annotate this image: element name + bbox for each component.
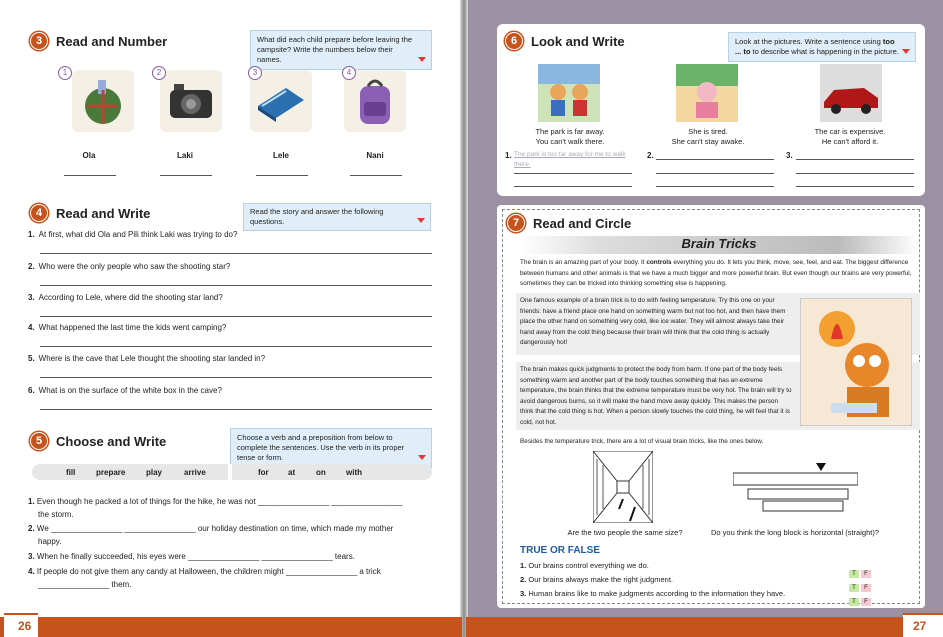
tf-title: TRUE OR FALSE (520, 545, 601, 556)
answer-line[interactable] (796, 173, 914, 174)
book-gutter (460, 0, 468, 637)
word-preposition: for (258, 467, 269, 477)
cat-icon (801, 299, 913, 427)
tf-statement-1: 1. Our brains control everything we do. (520, 561, 649, 570)
sentence-4: 4. If people do not give them any candy at Halloween, the children might ________________ a trick ________________ them. (28, 567, 381, 589)
picture-3 (250, 70, 312, 132)
picture-park (538, 64, 600, 122)
item-number-2: 2 (152, 66, 166, 80)
section-5-instruction: Choose a verb and a preposition from below to complete the sentences. Use the verb in its proper tense or form. (230, 428, 432, 468)
picture-2 (160, 70, 222, 132)
footer-bar-right (466, 617, 943, 637)
car-icon (820, 64, 882, 122)
name-lele: Lele (272, 151, 289, 160)
girl-icon (676, 64, 738, 122)
answer-blank[interactable] (256, 175, 308, 176)
section-3-instruction: What did each child prepare before leaving the campsite? Write the numbers below their names. (250, 30, 432, 70)
illusion-question-1: Are the two people the same size? (567, 528, 683, 537)
section-number: 6 (505, 32, 523, 50)
section-number: 3 (30, 32, 48, 50)
question: 3. According to Lele, where did the shooting star land? (28, 293, 223, 302)
tf-choice-2[interactable]: T F (847, 576, 871, 594)
section-3-header (30, 32, 167, 50)
item-number-3: 3 (248, 66, 262, 80)
book-icon (250, 70, 312, 132)
tf-choice-3[interactable]: T F (847, 590, 871, 608)
question: 2. Who were the only people who saw the shooting star? (28, 262, 231, 271)
word-preposition: with (346, 467, 362, 477)
item-number-4: 4 (342, 66, 356, 80)
section-title: Read and Write (56, 205, 151, 221)
section-title: Read and Circle (533, 215, 632, 231)
divider (228, 464, 232, 480)
page-number-right: 27 (903, 613, 943, 637)
word-verb: prepare (96, 467, 126, 477)
section-title: Read and Number (56, 33, 168, 49)
question: 5. Where is the cave that Lele thought the shooting star landed in? (28, 354, 266, 363)
section-title: Choose and Write (56, 433, 167, 449)
section-6-instruction: Look at the pictures. Write a sentence using too ... to to describe what is happening in the picture. (728, 32, 916, 62)
children-icon (538, 64, 600, 122)
sentence-2: 2. We ________________ ________________ our holiday destination on time, which made my mother happy. (28, 524, 394, 546)
word-bank (32, 464, 432, 480)
section-4-header (30, 204, 150, 222)
answer-line[interactable] (40, 346, 432, 347)
name-laki: Laki (176, 151, 193, 160)
name-ola: Ola (82, 151, 96, 160)
section-number: 4 (30, 204, 48, 222)
sentence-1: 1. Even though he packed a lot of things for the hike, he was not ________________ ________________ the storm. (28, 497, 403, 519)
tf-choice-1[interactable]: T F (847, 562, 871, 580)
article-title: Brain Tricks (520, 236, 918, 254)
sentence-3: 3. When he finally succeeded, his eyes were ________________ ________________ tears. (28, 552, 355, 561)
section-number: 5 (30, 432, 48, 450)
section-4-instruction: Read the story and answer the following questions. (243, 203, 431, 231)
section-number: 7 (507, 214, 525, 232)
word-verb: play (146, 467, 163, 477)
question: 6. What is on the surface of the white box in the cave? (28, 386, 222, 395)
answer-blank[interactable] (160, 175, 212, 176)
word-verb: fill (66, 467, 76, 477)
answer-line[interactable] (656, 173, 774, 174)
word-preposition: on (316, 467, 326, 477)
caption-3: The car is expensive. He can't afford it. (814, 127, 886, 146)
answer-line[interactable] (40, 409, 432, 410)
caption-2: She is tired. She can't stay awake. (671, 127, 745, 146)
answer-line[interactable] (40, 253, 432, 254)
section-5-header (30, 432, 166, 450)
tunnel-icon (593, 451, 653, 523)
answer-line[interactable] (40, 316, 432, 317)
section-7-header (507, 214, 631, 232)
question: 1. At first, what did Ola and Pili think Laki was trying to do? (28, 230, 238, 239)
illusion-tunnel (593, 451, 653, 523)
answer-line[interactable] (796, 186, 914, 187)
answer-number-1: 1. (505, 151, 512, 160)
section-6-header (505, 32, 625, 50)
tf-statement-3: 3. Human brains like to make judgments according to the information they have. (520, 589, 786, 598)
answer-blank[interactable] (64, 175, 116, 176)
illustration-cat (800, 298, 912, 426)
answer-line[interactable] (796, 159, 914, 160)
tf-statement-2: 2. Our brains always make the right judgment. (520, 575, 674, 584)
picture-car (820, 64, 882, 122)
paragraph-1: The brain is an amazing part of your body. It controls everything you do. It lets you think, move, see, feel, and eat. The biggest difference between humans and other animals is that we have a much bigger and more powerful brain. But even though our brains are very powerful, sometimes they can be tricked into thinking something else is happening. (520, 259, 912, 287)
answer-line[interactable] (656, 186, 774, 187)
answer-line[interactable] (656, 159, 774, 160)
section-title: Look and Write (531, 33, 625, 49)
camera-icon (160, 70, 222, 132)
paragraph-3: The brain makes quick judgments to protect the body from harm. If one part of the body feels something warm and another part of the body touches something that has an extreme temperature, the brain thinks that the extreme temperature must be very hot. The brain will try to avoid dangerous burns, so it will make the hand move away quickly. This makes the person think that the cold thing is hot. When a person slowly touches the cold thing, he will feel that it is cold, not hot. (520, 366, 792, 426)
paragraph-4: Besides the temperature trick, there are a lot of visual brain tricks, like the ones below. (520, 438, 764, 445)
illusion-blocks (733, 463, 858, 513)
item-number-1: 1 (58, 66, 72, 80)
bag-icon (344, 70, 406, 132)
paragraph-2: One famous example of a brain trick is to do with feeling temperature. Try this one on your friends: have a friend place one hand on something warm but not too hot, and then have them place the other hand on something very cold, like ice water. They will almost always take their hand away from the cold thing because their brain will think that the cold thing is actually dangerously hot! (520, 297, 786, 346)
caption-1: The park is far away. You can't walk there. (535, 127, 605, 146)
backpack-icon (72, 70, 134, 132)
answer-line[interactable] (40, 377, 432, 378)
illusion-question-2: Do you think the long block is horizontal (straight)? (710, 528, 879, 537)
name-nani: Nani (366, 151, 384, 160)
answer-line[interactable] (514, 186, 632, 187)
word-verb: arrive (184, 467, 206, 477)
question: 4. What happened the last time the kids went camping? (28, 323, 227, 332)
example-answer: The park is too far away for me to walk there. (514, 151, 626, 168)
page-number-left: 26 (4, 613, 38, 637)
word-preposition: at (288, 467, 296, 477)
picture-tired (676, 64, 738, 122)
answer-number-2: 2. (647, 151, 654, 160)
footer-bar-left (0, 617, 462, 637)
picture-4 (344, 70, 406, 132)
picture-1 (72, 70, 134, 132)
blocks-icon (733, 463, 858, 513)
answer-blank[interactable] (350, 175, 402, 176)
answer-line[interactable] (40, 285, 432, 286)
answer-line[interactable] (514, 173, 632, 174)
answer-number-3: 3. (786, 151, 793, 160)
